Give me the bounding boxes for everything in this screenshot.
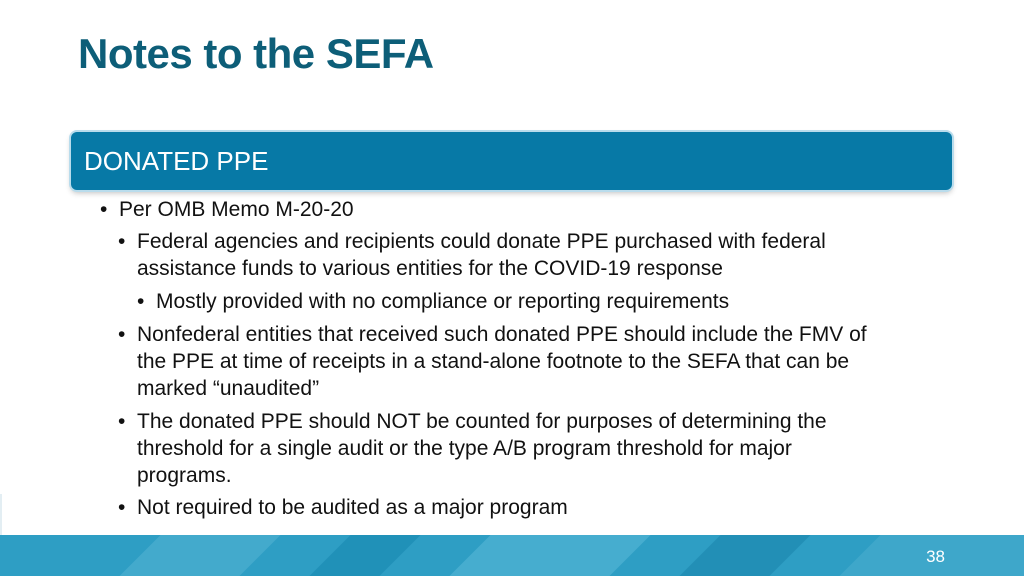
footer-stripe bbox=[310, 535, 421, 576]
bullet-item bbox=[118, 321, 867, 402]
bullet-icon: • bbox=[137, 290, 145, 313]
bullet-icon: • bbox=[118, 323, 126, 346]
bullet-text-line: programs. bbox=[137, 464, 232, 487]
slide-title: Notes to the SEFA bbox=[78, 30, 434, 77]
bullet-text-line: Not required to be audited as a major program bbox=[137, 496, 568, 519]
footer-stripe bbox=[450, 535, 651, 576]
bullet-text-line: The donated PPE should NOT be counted for purposes of determining the bbox=[137, 410, 827, 433]
bullet-icon: • bbox=[118, 496, 126, 519]
footer-stripe bbox=[680, 535, 811, 576]
bullet-text-line: assistance funds to various entities for the COVID-19 response bbox=[137, 257, 723, 280]
section-header-bar bbox=[71, 132, 952, 190]
bullet-item bbox=[118, 494, 568, 521]
bullet-text-line: Per OMB Memo M-20-20 bbox=[119, 198, 354, 221]
footer-stripe bbox=[120, 535, 281, 576]
footer-band bbox=[0, 535, 1024, 576]
bullet-text-line: threshold for a single audit or the type A/B program threshold for major bbox=[137, 437, 792, 460]
bullet-item bbox=[118, 408, 827, 489]
bullet-item bbox=[118, 228, 826, 282]
bullet-item bbox=[100, 196, 354, 223]
bullet-text-line: Federal agencies and recipients could donate PPE purchased with federal bbox=[137, 230, 826, 253]
bullet-icon: • bbox=[118, 410, 126, 433]
bullet-text-line: Nonfederal entities that received such donated PPE should include the FMV of bbox=[137, 323, 867, 346]
page-number: 38 bbox=[926, 547, 945, 566]
bullet-text-line: marked “unaudited” bbox=[137, 377, 320, 400]
section-header-label: DONATED PPE bbox=[84, 146, 269, 176]
bullet-text-line: Mostly provided with no compliance or reporting requirements bbox=[156, 290, 730, 313]
left-edge-accent bbox=[0, 494, 2, 536]
bullet-item bbox=[137, 288, 729, 315]
bullet-text-line: the PPE at time of receipts in a stand-alone footnote to the SEFA that can be bbox=[137, 350, 850, 373]
bullet-icon: • bbox=[100, 198, 108, 221]
bullet-icon: • bbox=[118, 230, 126, 253]
